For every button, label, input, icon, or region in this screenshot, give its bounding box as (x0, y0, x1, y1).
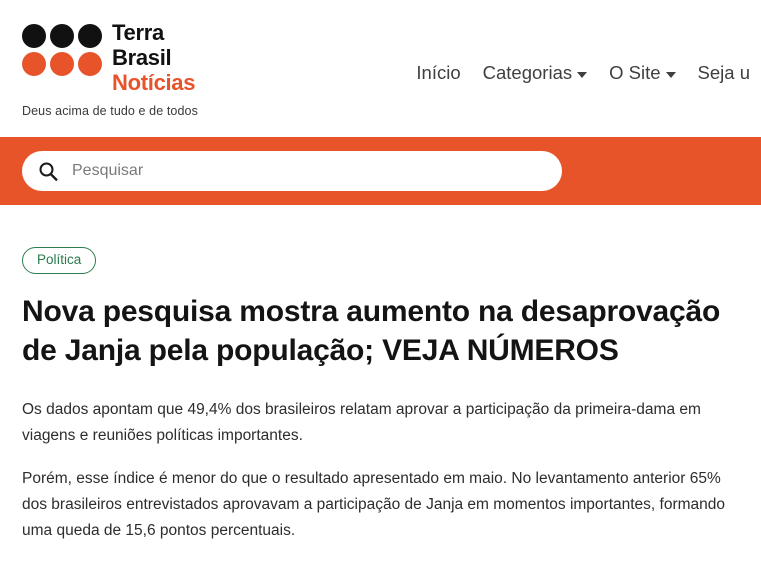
article-headline: Nova pesquisa mostra aumento na desaprovação de Janja pela população; VEJA NÚMEROS (22, 294, 721, 368)
chevron-down-icon (666, 72, 676, 78)
search-box[interactable] (22, 151, 562, 191)
article-container (0, 205, 761, 543)
logo-line-brasil: Brasil (112, 45, 172, 70)
logo-line-terra: Terra (112, 20, 164, 45)
nav-item-seja-um[interactable] (687, 62, 761, 84)
search-icon (38, 161, 58, 181)
nav-item-label: Seja u (697, 62, 750, 83)
logo-wordmark (112, 22, 195, 97)
site-logo[interactable] (22, 22, 198, 118)
nav-item-label: Categorias (482, 62, 573, 83)
main-navigation (405, 62, 761, 84)
article-lede: Os dados apontam que 49,4% dos brasileiros relatam aprovar a participação da primeira-dama em viagens e reuniões políticas importantes. (22, 401, 701, 444)
nav-item-label: Início (416, 62, 461, 83)
nav-item-o-site[interactable] (598, 62, 686, 84)
nav-item-categorias[interactable] (472, 62, 598, 84)
category-badge[interactable]: Política (22, 247, 96, 274)
article-paragraph: Porém, esse índice é menor do que o resultado apresentado em maio. No levantamento anterior 65% dos brasileiros entrevistados aprovavam a participação de Janja em momentos importantes, formando uma queda de 15,6 pontos percentuais. (22, 470, 726, 539)
site-header (0, 0, 761, 137)
nav-item-label: O Site (609, 62, 661, 83)
site-tagline: Deus acima de tudo e de todos (22, 104, 198, 118)
search-bar-band (0, 137, 761, 205)
chevron-down-icon (577, 72, 587, 78)
nav-item-inicio[interactable] (405, 62, 471, 84)
logo-dots-icon (22, 24, 102, 76)
search-input[interactable] (70, 161, 546, 181)
logo-row (22, 22, 198, 97)
logo-line-noticias: Notícias (112, 70, 196, 95)
